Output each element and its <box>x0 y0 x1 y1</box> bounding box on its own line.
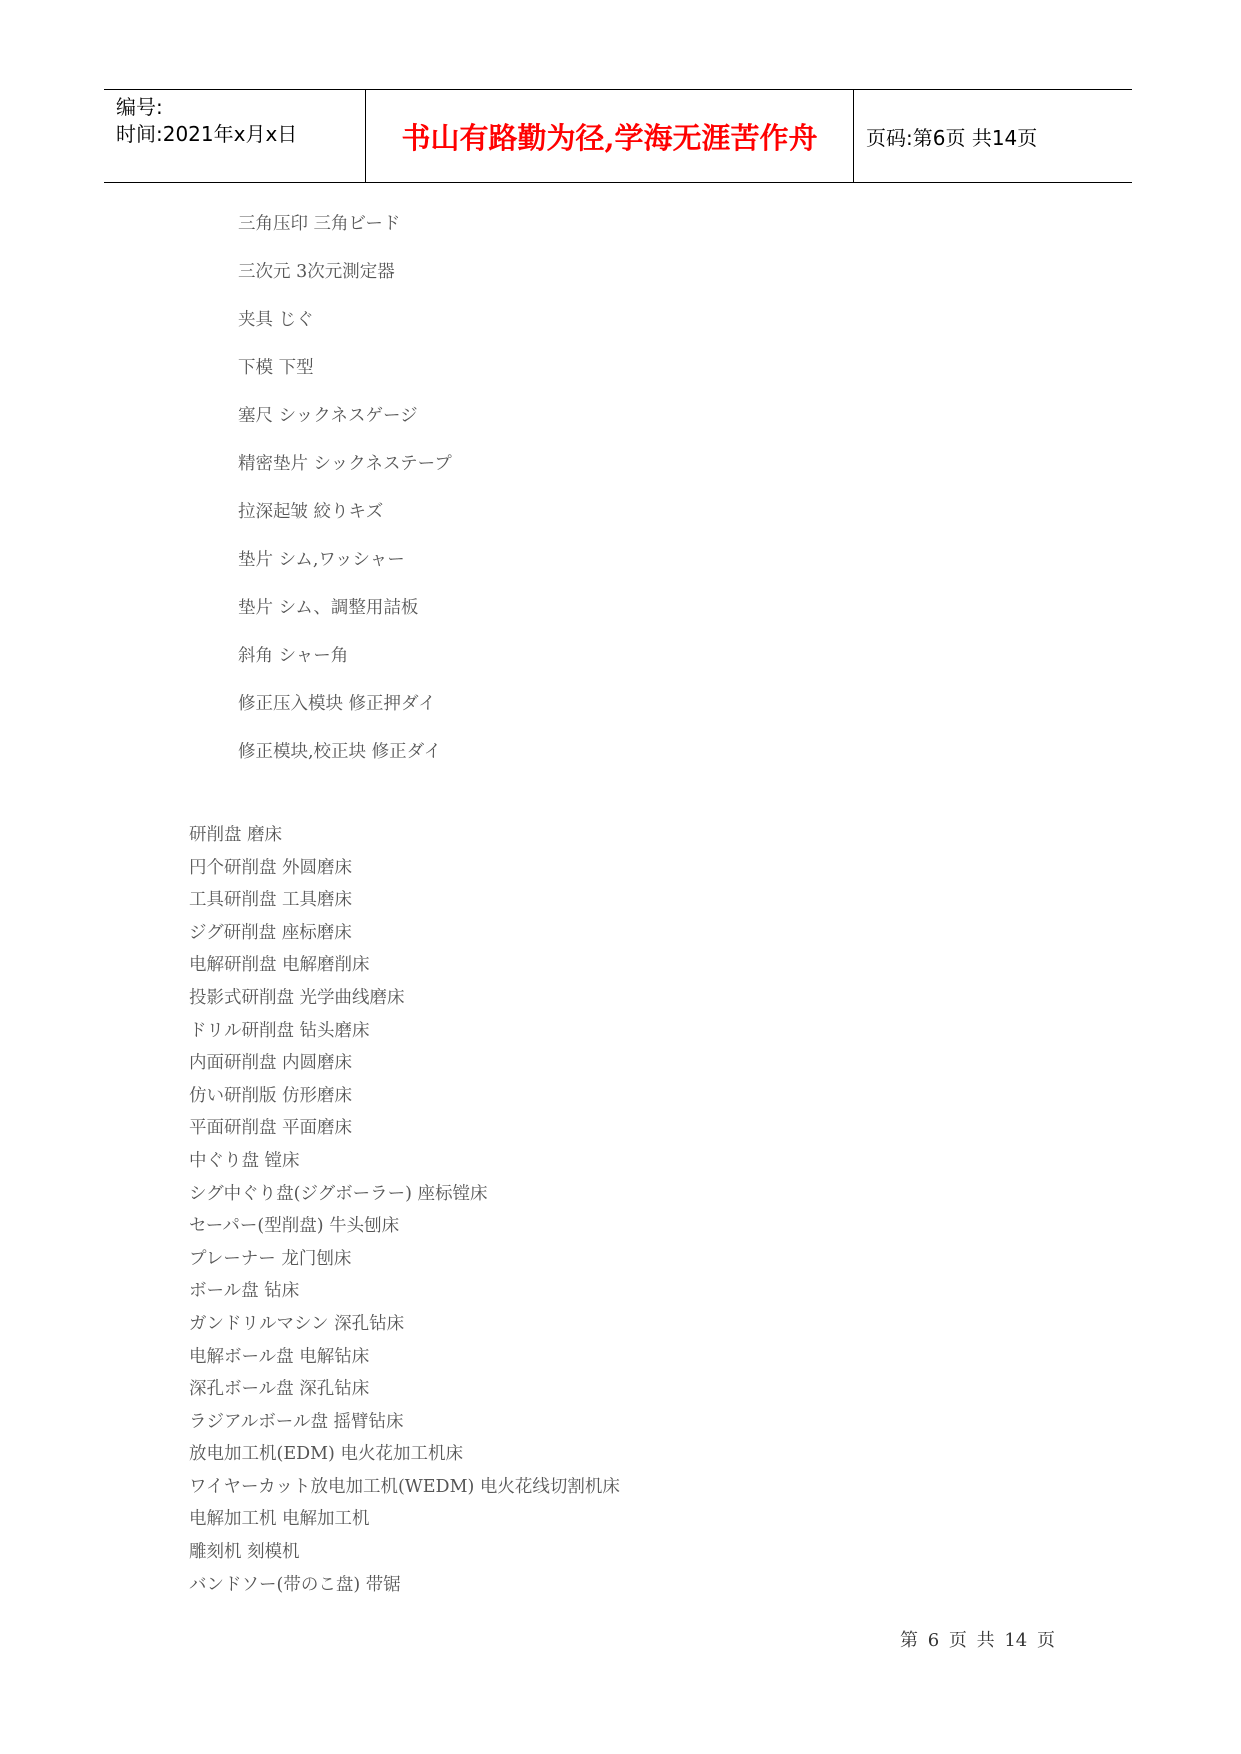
list-item: 斜角 シャー角 <box>238 646 349 666</box>
header-page-cell <box>854 90 1132 182</box>
list-item: ジグ研削盘 座标磨床 <box>189 922 352 943</box>
list-item: プレーナー 龙门刨床 <box>189 1248 352 1269</box>
list-item: 修正模块,校正块 修正ダイ <box>238 742 442 762</box>
list-item: 仿い研削版 仿形磨床 <box>189 1085 353 1106</box>
list-item: 拉深起皱 絞りキズ <box>238 502 384 522</box>
list-item: 电解加工机 电解加工机 <box>189 1509 370 1530</box>
list-item: 三次元 3次元測定器 <box>238 262 395 282</box>
list-item: ワイヤーカット放电加工机(WEDM) 电火花线切割机床 <box>189 1476 620 1497</box>
list-item: 研削盘 磨床 <box>189 825 283 845</box>
header-motto: 书山有路勤为径,学海无涯苦作舟 <box>401 120 818 155</box>
list-item: バンドソー(带のこ盘) 带锯 <box>189 1574 401 1595</box>
list-item: シグ中ぐり盘(ジグボーラー) 座标镗床 <box>189 1183 488 1204</box>
list-item: 垫片 シム、調整用詰板 <box>238 598 419 618</box>
header-page-code: 页码:第6页 共14页 <box>866 125 1038 150</box>
list-item: ボール盘 钻床 <box>189 1281 300 1302</box>
list-item: 中ぐり盘 镗床 <box>189 1150 300 1171</box>
list-item: 电解ボール盘 电解钻床 <box>189 1346 370 1367</box>
list-item: ガンドリルマシン 深孔钻床 <box>189 1313 405 1334</box>
list-item: 垫片 シム,ワッシャー <box>238 550 405 570</box>
footer-page-number: 第 6 页 共 14 页 <box>900 1630 1055 1651</box>
list-item: 下模 下型 <box>238 358 314 378</box>
list-item: ラジアルボール盘 摇臂钻床 <box>189 1411 404 1432</box>
list-item: ドリル研削盘 钻头磨床 <box>189 1020 370 1041</box>
list-item: 円个研削盘 外圆磨床 <box>189 857 353 878</box>
list-item: 精密垫片 シックネステープ <box>238 454 452 474</box>
list-item: 内面研削盘 内圆磨床 <box>189 1053 353 1074</box>
machine-term-list <box>189 823 620 1605</box>
list-item: 雕刻机 刻模机 <box>189 1542 300 1563</box>
list-item: 修正压入模块 修正押ダイ <box>238 694 436 714</box>
list-item: 夹具 じぐ <box>238 310 314 330</box>
page-footer <box>900 1626 1055 1652</box>
list-item: 工具研削盘 工具磨床 <box>189 890 353 911</box>
page-header <box>104 89 1132 183</box>
header-motto-cell <box>366 90 854 182</box>
document-number-label: 编号: <box>116 95 163 119</box>
list-item: 三角压印 三角ビード <box>238 214 401 234</box>
list-item: セーパー(型削盘) 牛头刨床 <box>189 1216 400 1237</box>
header-meta-cell <box>104 90 366 182</box>
list-item: 投影式研削盘 光学曲线磨床 <box>189 987 405 1008</box>
indented-term-list <box>238 212 452 788</box>
list-item: 平面研削盘 平面磨床 <box>189 1118 353 1139</box>
list-item: 深孔ボール盘 深孔钻床 <box>189 1379 370 1400</box>
list-item: 放电加工机(EDM) 电火花加工机床 <box>189 1444 463 1465</box>
list-item: 塞尺 シックネスゲージ <box>238 406 418 426</box>
list-item: 电解研削盘 电解磨削床 <box>189 955 370 976</box>
document-time-label: 时间:2021年x月x日 <box>116 122 298 146</box>
